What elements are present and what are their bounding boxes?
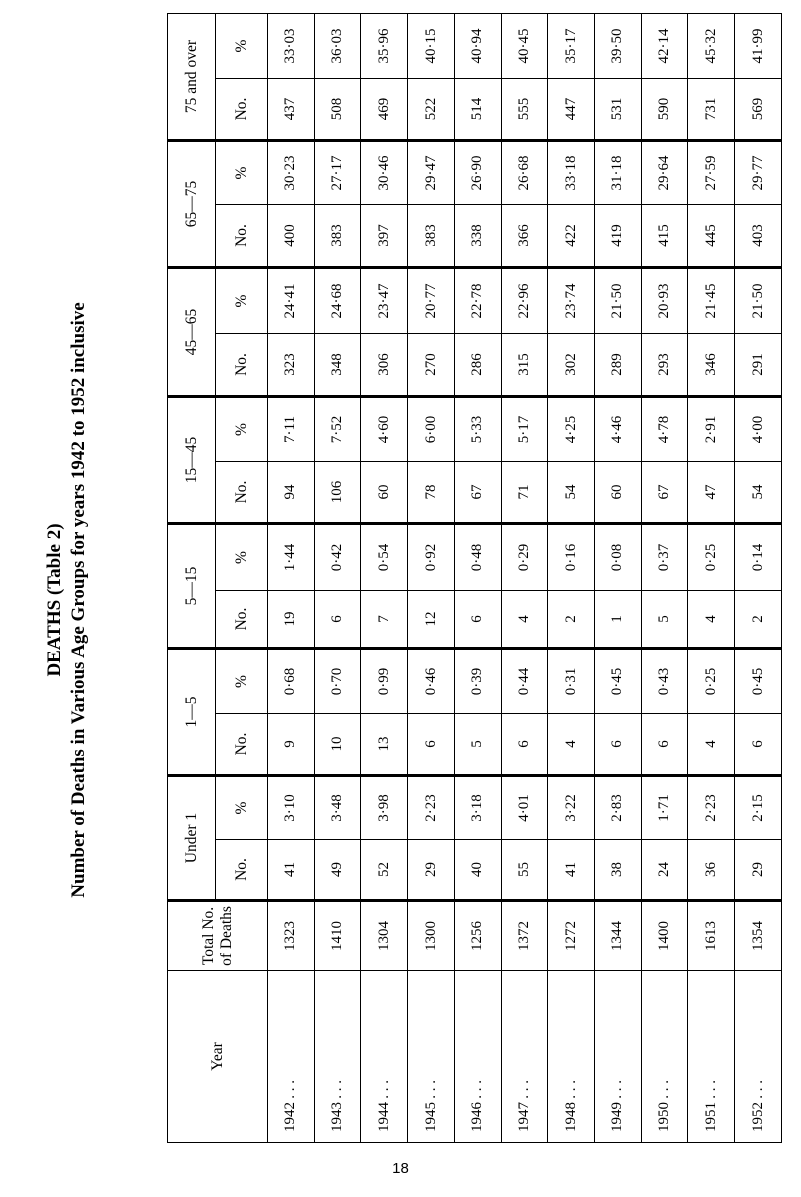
count-cell: 6	[501, 714, 548, 776]
year-value: 1945	[422, 1102, 439, 1132]
table-row	[314, 13, 361, 1142]
count-cell: 7	[361, 591, 408, 649]
table-row	[548, 13, 595, 1142]
count-cell: 447	[548, 79, 595, 141]
count-cell: 522	[408, 79, 455, 141]
count-cell: 731	[688, 79, 735, 141]
count-cell: 6	[735, 714, 782, 776]
header-no: No.	[216, 591, 268, 649]
year-leader-dots: . . .	[609, 1080, 626, 1099]
header-group-65-75: 65—75	[168, 141, 216, 268]
count-cell: 366	[501, 205, 548, 268]
year-leader-dots: . . .	[329, 1080, 346, 1099]
header-group-under-1: Under 1	[168, 776, 216, 901]
count-cell: 437	[268, 79, 315, 141]
year-cell	[501, 971, 548, 1143]
count-cell: 323	[268, 334, 315, 397]
percent-cell: 4·00	[735, 397, 782, 462]
count-cell: 6	[595, 714, 642, 776]
count-cell: 9	[268, 714, 315, 776]
count-cell: 40	[454, 840, 501, 901]
header-year: Year	[168, 971, 268, 1143]
table-row	[361, 13, 408, 1142]
count-cell: 306	[361, 334, 408, 397]
total-deaths-cell: 1300	[408, 901, 455, 971]
table-row	[501, 13, 548, 1142]
percent-cell: 2·23	[688, 776, 735, 840]
count-cell: 348	[314, 334, 361, 397]
percent-cell: 4·60	[361, 397, 408, 462]
count-cell: 415	[641, 205, 688, 268]
percent-cell: 21·50	[595, 268, 642, 334]
percent-cell: 0·14	[735, 524, 782, 591]
percent-cell: 0·46	[408, 649, 455, 714]
percent-cell: 0·48	[454, 524, 501, 591]
table-row	[595, 13, 642, 1142]
percent-cell: 0·16	[548, 524, 595, 591]
percent-cell: 5·17	[501, 397, 548, 462]
percent-cell: 40·94	[454, 13, 501, 78]
header-no: No.	[216, 462, 268, 524]
percent-cell: 29·47	[408, 141, 455, 205]
count-cell: 6	[408, 714, 455, 776]
percent-cell: 4·46	[595, 397, 642, 462]
count-cell: 67	[454, 462, 501, 524]
year-value: 1949	[609, 1102, 626, 1132]
percent-cell: 0·92	[408, 524, 455, 591]
percent-cell: 26·68	[501, 141, 548, 205]
title-line-1: DEATHS (Table 2)	[44, 523, 65, 677]
header-pct: %	[216, 524, 268, 591]
count-cell: 445	[688, 205, 735, 268]
total-deaths-cell: 1272	[548, 901, 595, 971]
header-pct: %	[216, 776, 268, 840]
year-value: 1948	[562, 1102, 579, 1132]
header-group-45-65: 45—65	[168, 268, 216, 397]
header-no: No.	[216, 840, 268, 901]
count-cell: 383	[408, 205, 455, 268]
percent-cell: 31·18	[595, 141, 642, 205]
count-cell: 4	[548, 714, 595, 776]
count-cell: 383	[314, 205, 361, 268]
year-leader-dots: . . .	[656, 1080, 673, 1099]
year-cell	[454, 971, 501, 1143]
count-cell: 2	[548, 591, 595, 649]
count-cell: 5	[454, 714, 501, 776]
percent-cell: 23·74	[548, 268, 595, 334]
count-cell: 289	[595, 334, 642, 397]
percent-cell: 40·45	[501, 13, 548, 78]
count-cell: 10	[314, 714, 361, 776]
percent-cell: 3·18	[454, 776, 501, 840]
count-cell: 270	[408, 334, 455, 397]
header-no: No.	[216, 334, 268, 397]
count-cell: 569	[735, 79, 782, 141]
year-cell	[408, 971, 455, 1143]
percent-cell: 3·48	[314, 776, 361, 840]
year-cell	[548, 971, 595, 1143]
year-leader-dots: . . .	[422, 1080, 439, 1099]
year-leader-dots: . . .	[375, 1080, 392, 1099]
count-cell: 531	[595, 79, 642, 141]
year-value: 1946	[469, 1102, 486, 1132]
year-value: 1951	[702, 1102, 719, 1132]
count-cell: 315	[501, 334, 548, 397]
count-cell: 590	[641, 79, 688, 141]
count-cell: 6	[314, 591, 361, 649]
count-cell: 2	[735, 591, 782, 649]
count-cell: 29	[735, 840, 782, 901]
percent-cell: 0·42	[314, 524, 361, 591]
count-cell: 291	[735, 334, 782, 397]
percent-cell: 2·15	[735, 776, 782, 840]
percent-cell: 0·39	[454, 649, 501, 714]
header-pct: %	[216, 13, 268, 78]
count-cell: 403	[735, 205, 782, 268]
page-number: 18	[392, 1160, 409, 1177]
percent-cell: 6·00	[408, 397, 455, 462]
header-pct: %	[216, 268, 268, 334]
total-deaths-cell: 1354	[735, 901, 782, 971]
count-cell: 54	[735, 462, 782, 524]
count-cell: 508	[314, 79, 361, 141]
year-value: 1944	[375, 1102, 392, 1132]
percent-cell: 0·45	[735, 649, 782, 714]
percent-cell: 24·41	[268, 268, 315, 334]
percent-cell: 3·22	[548, 776, 595, 840]
percent-cell: 0·08	[595, 524, 642, 591]
year-cell	[361, 971, 408, 1143]
header-group-15-45: 15—45	[168, 397, 216, 524]
count-cell: 41	[268, 840, 315, 901]
header-total: Total No. of Deaths	[168, 901, 268, 971]
count-cell: 49	[314, 840, 361, 901]
count-cell: 41	[548, 840, 595, 901]
table-row	[641, 13, 688, 1142]
year-cell	[595, 971, 642, 1143]
percent-cell: 3·98	[361, 776, 408, 840]
count-cell: 47	[688, 462, 735, 524]
percent-cell: 33·18	[548, 141, 595, 205]
count-cell: 293	[641, 334, 688, 397]
percent-cell: 1·71	[641, 776, 688, 840]
year-cell	[314, 971, 361, 1143]
count-cell: 5	[641, 591, 688, 649]
count-cell: 54	[548, 462, 595, 524]
percent-cell: 27·59	[688, 141, 735, 205]
percent-cell: 29·64	[641, 141, 688, 205]
percent-cell: 0·45	[595, 649, 642, 714]
table-row	[408, 13, 455, 1142]
percent-cell: 33·03	[268, 13, 315, 78]
page-title	[43, 302, 91, 897]
year-leader-dots: . . .	[282, 1080, 299, 1099]
percent-cell: 22·78	[454, 268, 501, 334]
count-cell: 13	[361, 714, 408, 776]
percent-cell: 0·68	[268, 649, 315, 714]
header-group-75-over: 75 and over	[168, 13, 216, 140]
count-cell: 24	[641, 840, 688, 901]
percent-cell: 21·50	[735, 268, 782, 334]
percent-cell: 0·25	[688, 524, 735, 591]
percent-cell: 7·52	[314, 397, 361, 462]
count-cell: 60	[595, 462, 642, 524]
table-row	[268, 13, 315, 1142]
percent-cell: 20·93	[641, 268, 688, 334]
total-deaths-cell: 1344	[595, 901, 642, 971]
percent-cell: 1·44	[268, 524, 315, 591]
year-cell	[735, 971, 782, 1143]
count-cell: 106	[314, 462, 361, 524]
count-cell: 52	[361, 840, 408, 901]
deaths-table	[167, 13, 782, 1143]
header-group-5-15: 5—15	[168, 524, 216, 649]
percent-cell: 45·32	[688, 13, 735, 78]
percent-cell: 4·25	[548, 397, 595, 462]
count-cell: 6	[454, 591, 501, 649]
percent-cell: 0·43	[641, 649, 688, 714]
count-cell: 12	[408, 591, 455, 649]
percent-cell: 40·15	[408, 13, 455, 78]
percent-cell: 0·25	[688, 649, 735, 714]
percent-cell: 36·03	[314, 13, 361, 78]
year-value: 1942	[282, 1102, 299, 1132]
year-value: 1950	[656, 1102, 673, 1132]
count-cell: 400	[268, 205, 315, 268]
header-row-groups	[168, 13, 216, 1142]
percent-cell: 0·70	[314, 649, 361, 714]
count-cell: 71	[501, 462, 548, 524]
year-leader-dots: . . .	[749, 1080, 766, 1099]
total-deaths-cell: 1323	[268, 901, 315, 971]
count-cell: 338	[454, 205, 501, 268]
count-cell: 4	[688, 591, 735, 649]
total-deaths-cell: 1304	[361, 901, 408, 971]
title-line-2: Number of Deaths in Various Age Groups for years 1942 to 1952 inclusive	[68, 302, 89, 898]
percent-cell: 0·37	[641, 524, 688, 591]
count-cell: 78	[408, 462, 455, 524]
total-deaths-cell: 1613	[688, 901, 735, 971]
header-pct: %	[216, 141, 268, 205]
year-leader-dots: . . .	[469, 1080, 486, 1099]
count-cell: 38	[595, 840, 642, 901]
count-cell: 397	[361, 205, 408, 268]
year-cell	[688, 971, 735, 1143]
year-leader-dots: . . .	[562, 1080, 579, 1099]
header-no: No.	[216, 79, 268, 141]
percent-cell: 29·77	[735, 141, 782, 205]
count-cell: 555	[501, 79, 548, 141]
percent-cell: 2·23	[408, 776, 455, 840]
year-cell	[268, 971, 315, 1143]
percent-cell: 0·31	[548, 649, 595, 714]
percent-cell: 2·91	[688, 397, 735, 462]
count-cell: 6	[641, 714, 688, 776]
total-deaths-cell: 1256	[454, 901, 501, 971]
count-cell: 36	[688, 840, 735, 901]
percent-cell: 2·83	[595, 776, 642, 840]
count-cell: 1	[595, 591, 642, 649]
percent-cell: 5·33	[454, 397, 501, 462]
total-deaths-cell: 1400	[641, 901, 688, 971]
percent-cell: 4·78	[641, 397, 688, 462]
percent-cell: 3·10	[268, 776, 315, 840]
count-cell: 469	[361, 79, 408, 141]
count-cell: 4	[688, 714, 735, 776]
year-value: 1947	[515, 1102, 532, 1132]
count-cell: 514	[454, 79, 501, 141]
count-cell: 346	[688, 334, 735, 397]
percent-cell: 0·54	[361, 524, 408, 591]
count-cell: 94	[268, 462, 315, 524]
table-body	[268, 13, 782, 1142]
total-deaths-cell: 1372	[501, 901, 548, 971]
year-value: 1952	[749, 1102, 766, 1132]
count-cell: 286	[454, 334, 501, 397]
header-no: No.	[216, 714, 268, 776]
count-cell: 4	[501, 591, 548, 649]
table-row	[688, 13, 735, 1142]
total-deaths-cell: 1410	[314, 901, 361, 971]
percent-cell: 41·99	[735, 13, 782, 78]
count-cell: 55	[501, 840, 548, 901]
header-pct: %	[216, 649, 268, 714]
count-cell: 60	[361, 462, 408, 524]
count-cell: 302	[548, 334, 595, 397]
percent-cell: 7·11	[268, 397, 315, 462]
count-cell: 29	[408, 840, 455, 901]
percent-cell: 35·17	[548, 13, 595, 78]
percent-cell: 20·77	[408, 268, 455, 334]
year-cell	[641, 971, 688, 1143]
header-pct: %	[216, 397, 268, 462]
percent-cell: 22·96	[501, 268, 548, 334]
year-leader-dots: . . .	[702, 1080, 719, 1099]
percent-cell: 30·46	[361, 141, 408, 205]
percent-cell: 26·90	[454, 141, 501, 205]
percent-cell: 0·29	[501, 524, 548, 591]
count-cell: 419	[595, 205, 642, 268]
count-cell: 422	[548, 205, 595, 268]
percent-cell: 30·23	[268, 141, 315, 205]
percent-cell: 23·47	[361, 268, 408, 334]
percent-cell: 42·14	[641, 13, 688, 78]
percent-cell: 0·44	[501, 649, 548, 714]
percent-cell: 35·96	[361, 13, 408, 78]
header-no: No.	[216, 205, 268, 268]
percent-cell: 27·17	[314, 141, 361, 205]
year-leader-dots: . . .	[515, 1080, 532, 1099]
year-value: 1943	[329, 1102, 346, 1132]
percent-cell: 21·45	[688, 268, 735, 334]
table-row	[454, 13, 501, 1142]
percent-cell: 39·50	[595, 13, 642, 78]
percent-cell: 0·99	[361, 649, 408, 714]
count-cell: 19	[268, 591, 315, 649]
header-group-1-5: 1—5	[168, 649, 216, 776]
deaths-table-container	[167, 28, 782, 1143]
table-row	[735, 13, 782, 1142]
count-cell: 67	[641, 462, 688, 524]
percent-cell: 24·68	[314, 268, 361, 334]
percent-cell: 4·01	[501, 776, 548, 840]
